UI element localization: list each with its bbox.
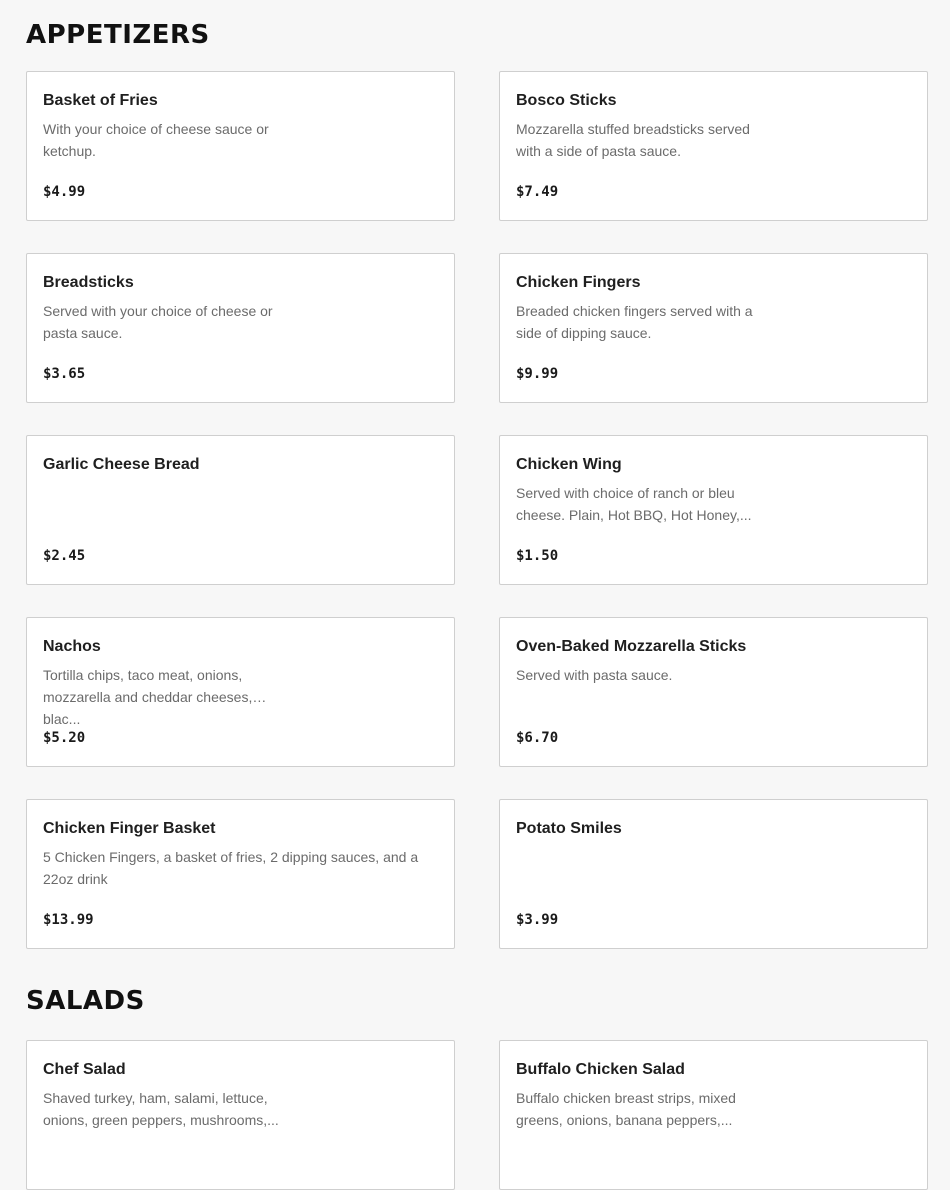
menu-item-card[interactable] <box>499 71 928 221</box>
item-price: $4.99 <box>43 184 86 200</box>
section-appetizers <box>26 18 928 928</box>
menu-grid <box>26 71 928 949</box>
item-price: $3.65 <box>43 366 86 382</box>
item-name: Chicken Fingers <box>516 274 641 291</box>
item-name: Bosco Sticks <box>516 92 617 109</box>
item-price: $5.20 <box>43 730 86 746</box>
item-price: $9.99 <box>516 366 559 382</box>
item-description: Tortilla chips, taco meat, onions, mozzarella and cheddar cheeses, blac... <box>43 667 253 727</box>
menu-item-card[interactable] <box>26 253 455 403</box>
item-description: Served with choice of ranch or bleu cheese. Plain, Hot BBQ, Hot Honey,... <box>516 485 752 523</box>
item-price: $13.99 <box>43 912 94 928</box>
item-description: Breaded chicken fingers served with a side of dipping sauce. <box>516 303 753 341</box>
item-name: Buffalo Chicken Salad <box>516 1061 685 1078</box>
menu-item-card[interactable] <box>26 435 455 585</box>
menu-item-card[interactable] <box>499 1040 928 1190</box>
item-price: $7.49 <box>516 184 559 200</box>
item-price: $2.45 <box>43 548 86 564</box>
item-description: Buffalo chicken breast strips, mixed greens, onions, banana peppers,... <box>516 1090 736 1128</box>
menu-item-card[interactable] <box>26 1040 455 1190</box>
item-price: $1.50 <box>516 548 559 564</box>
item-name: Chicken Finger Basket <box>43 820 216 837</box>
item-name: Breadsticks <box>43 274 134 291</box>
section-title: APPETIZERS <box>26 20 210 50</box>
item-price: $3.99 <box>516 912 559 928</box>
item-name: Basket of Fries <box>43 92 158 109</box>
menu-item-card[interactable] <box>26 617 455 767</box>
item-description: With your choice of cheese sauce or ketchup. <box>43 121 269 159</box>
item-name: Potato Smiles <box>516 820 622 837</box>
item-description: Mozzarella stuffed breadsticks served with a side of pasta sauce. <box>516 121 750 159</box>
menu-item-card[interactable] <box>499 617 928 767</box>
menu-item-card[interactable] <box>499 435 928 585</box>
item-description: Shaved turkey, ham, salami, lettuce, onions, green peppers, mushrooms,... <box>43 1090 279 1128</box>
item-name: Oven-Baked Mozzarella Sticks <box>516 638 747 655</box>
item-name: Garlic Cheese Bread <box>43 456 200 473</box>
item-name: Chicken Wing <box>516 456 622 473</box>
menu-item-card[interactable] <box>499 253 928 403</box>
section-title: SALADS <box>26 986 145 1016</box>
menu-item-card[interactable] <box>499 799 928 949</box>
item-description: Served with your choice of cheese or pasta sauce. <box>43 303 273 341</box>
section-salads <box>26 984 928 1128</box>
item-name: Nachos <box>43 638 101 655</box>
item-name: Chef Salad <box>43 1061 126 1078</box>
menu-grid <box>26 1040 928 1190</box>
menu-item-card[interactable] <box>26 799 455 949</box>
menu-item-card[interactable] <box>26 71 455 221</box>
item-description: 5 Chicken Fingers, a basket of fries, 2 dipping sauces, and a 22oz drink <box>43 849 419 887</box>
item-price: $6.70 <box>516 730 559 746</box>
item-description: Served with pasta sauce. <box>516 667 673 683</box>
